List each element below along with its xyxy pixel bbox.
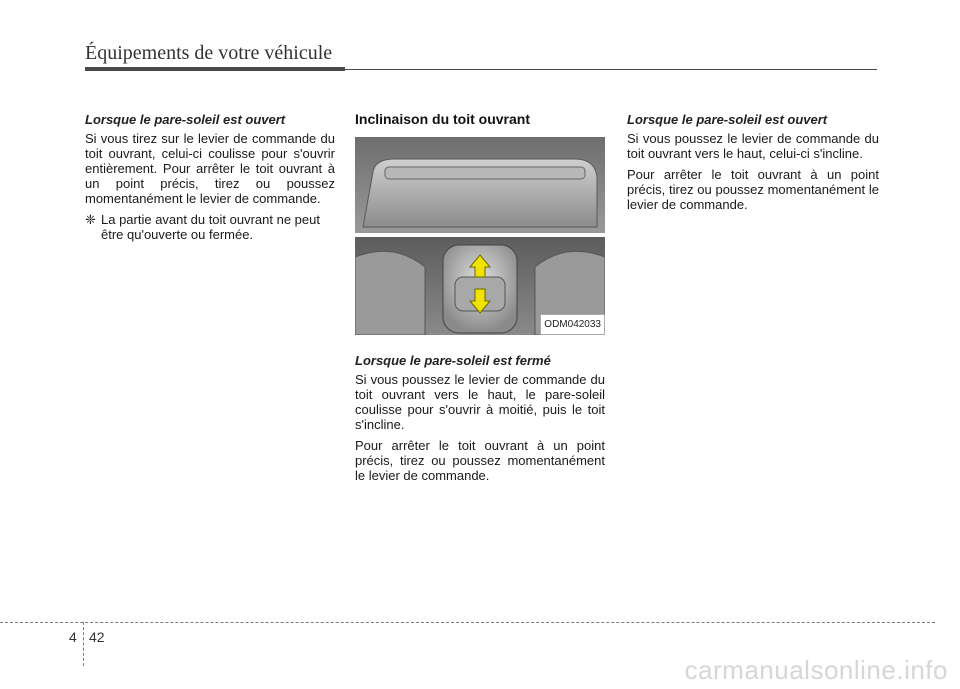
paragraph-stop-closed: Pour arrêter le toit ouvrant à un point précis, tirez ou poussez momentanément le levier de commande.	[355, 438, 605, 483]
paragraph-open-tilt: Si vous poussez le levier de commande du toit ouvrant vers le haut, celui-ci s'incline.	[627, 131, 879, 161]
note	[85, 212, 335, 242]
sunroof-edge	[385, 167, 585, 179]
paragraph-open-sunshade: Si vous tirez sur le levier de commande du toit ouvrant, celui-ci coulisse pour s'ouvrir entièrement. Pour arrêter le toit ouvrant à un point précis, tirez ou poussez momentanément le levier de commande.	[85, 131, 335, 206]
chapter-number: 4	[69, 629, 77, 645]
note-text: La partie avant du toit ouvrant ne peut être qu'ouverte ou fermée.	[101, 212, 320, 242]
left-lamp	[355, 251, 425, 335]
footer-divider	[83, 622, 84, 666]
sunroof-control-figure	[355, 137, 605, 335]
note-symbol-icon: ❈	[85, 212, 96, 227]
column-left	[85, 112, 335, 242]
footer-rule	[0, 622, 935, 623]
column-middle	[355, 112, 605, 489]
paragraph-stop-open: Pour arrêter le toit ouvrant à un point précis, tirez ou poussez momentanément le levier de commande.	[627, 167, 879, 212]
figure-code: ODM042033	[540, 314, 605, 335]
figure-divider	[355, 233, 605, 237]
paragraph-closed-sunshade: Si vous poussez le levier de commande du toit ouvrant vers le haut, le pare-soleil coulisse pour s'ouvrir à moitié, puis le toit s'incline.	[355, 372, 605, 432]
subtitle-open-sunshade-tilt: Lorsque le pare-soleil est ouvert	[627, 112, 828, 127]
subtitle-closed-sunshade: Lorsque le pare-soleil est fermé	[355, 353, 551, 368]
subtitle-open-sunshade: Lorsque le pare-soleil est ouvert	[85, 112, 286, 127]
section-title-tilt: Inclinaison du toit ouvrant	[355, 111, 530, 127]
header-bar	[85, 67, 345, 71]
page-number: 42	[89, 629, 105, 645]
header-rule	[345, 69, 877, 70]
column-right	[627, 112, 879, 218]
sunroof-illustration	[355, 137, 605, 335]
watermark: carmanualsonline.info	[684, 655, 948, 685]
page-header-title: Équipements de votre véhicule	[85, 42, 333, 64]
